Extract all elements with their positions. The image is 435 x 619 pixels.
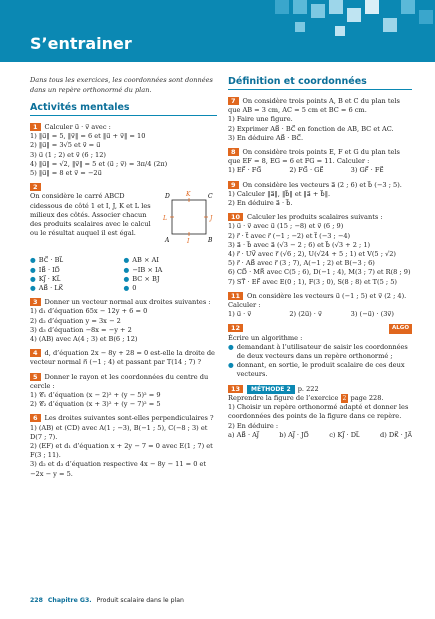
exercise-text: Reprendre la figure de l’exercice [228, 393, 339, 402]
list-item: 2) (2u⃗) · v⃗ [289, 310, 322, 319]
list-item: 3) GF⃗ · FE⃗ [350, 166, 384, 175]
label-i: I [187, 238, 190, 246]
list-item: 2) d₂ d’équation y = 3x − 2 [30, 316, 121, 325]
list-item: 2) En déduire : [228, 421, 279, 430]
exercise-number: 10 [228, 213, 243, 221]
list-item: a) AB⃗ · AJ⃗ [228, 430, 259, 439]
page-title: S’entrainer [30, 34, 132, 53]
list-item: ● 0 [123, 284, 137, 293]
list-item: 1) ‖u⃗‖ = 5, ‖v⃗‖ = 6 et ‖u⃗ + v⃗‖ = 10 [30, 132, 146, 141]
exercise-3 [30, 298, 217, 344]
exercise-number: 12 [228, 324, 243, 332]
exercise-5 [30, 373, 217, 410]
exercise-text: On considère les vecteurs a⃗ (2 ; 6) et b⃗ (−3 ; 5). [242, 180, 402, 189]
right-column [228, 76, 412, 445]
left-column [30, 76, 217, 484]
list-item: 7) ST⃗ · EF⃗ avec E(0 ; 1), F(3 ; 0), S(8 ; 8) et T(5 ; 5) [228, 277, 397, 286]
list-item: c) KJ⃗ · DL⃗ [329, 430, 360, 439]
exercise-text: On considère le carré ABCD cidessous de côté 1 et I, J, K et L les milieux des côtés. Associer chacun des produits scalaires avec le calcul ou le résultat auquel il est égal. [30, 192, 151, 238]
list-item: 2) r⃗ · t⃗ avec r⃗ (−1 ; −2) et t⃗ (−3 ; −4) [228, 231, 351, 240]
list-item: 3) d₂ et d₃ d’équation respective 4x − 8y − 11 = 0 et −2x − y = 5. [30, 460, 207, 478]
list-item: 6) CD⃗ · MR⃗ avec C(5 ; 6), D(−1 ; 4), M(3 ; 7) et R(8 ; 9) [228, 268, 411, 277]
intro-text: Dans tous les exercices, les coordonnées sont données dans un repère orthonormé du plan. [30, 76, 213, 94]
list-item: 2) FG⃗ · GE⃗ [289, 166, 324, 175]
list-item: 1) 𝒞₁ d’équation (x − 2)² + (y − 5)² = 9 [30, 391, 161, 400]
exercise-number: 3 [30, 298, 41, 306]
exercise-12 [228, 324, 412, 379]
list-item: ● AB⃗ · LK⃗ [30, 284, 64, 293]
exercise-text: On considère trois points A, B et C du plan tels que AB = 3 cm, AC = 5 cm et BC = 6 cm. [228, 97, 400, 115]
exercise-text: On considère les vecteurs u⃗ (−1 ; 5) et v⃗ (2 ; 4). Calculer : [228, 291, 407, 310]
list-item: ● BC × BJ [123, 274, 160, 283]
list-item: ● −IB × IA [123, 265, 163, 274]
exercise-8 [228, 148, 412, 176]
list-item: 2) ‖u⃗‖ = 3√5 et v⃗ = u⃗ [30, 141, 101, 150]
exercise-number: 4 [30, 349, 41, 357]
exercise-number: 11 [228, 292, 243, 300]
method-badge[interactable]: MÉTHODE 2 [247, 385, 295, 394]
list-item: 1) d₁ d’équation 65x − 12y + 6 = 0 [30, 307, 148, 316]
label-l: L [163, 215, 167, 223]
list-item: ● KJ⃗ · KL⃗ [30, 274, 61, 283]
decorative-squares [275, 0, 435, 62]
match-list [30, 256, 217, 293]
exercise-text: Les droites suivantes sont-elles perpendiculaires ? [44, 414, 214, 423]
exercise-4 [30, 349, 217, 367]
list-item: 1) Calculer ‖a⃗‖, ‖b⃗‖ et ‖a⃗ + b⃗‖. [228, 189, 331, 198]
list-item: ● IB⃗ · ID⃗ [30, 265, 60, 274]
exercise-text: d, d’équation 2x − 8y + 28 = 0 est-elle la droite de vecteur normal n⃗ (−1 ; 4) et passant par T(14 ; 7) ? [30, 349, 215, 367]
list-item: 5) r⃗ · AB⃗ avec r⃗ (3 ; 7), A(−1 ; 2) et B(−3 ; 6) [228, 259, 375, 268]
algo-badge: ALGO [389, 324, 412, 333]
section-title-activites: Activités mentales [30, 102, 217, 116]
section-title-definition: Définition et coordonnées [228, 76, 412, 90]
page-reference[interactable]: p. 222 [297, 384, 319, 393]
label-a: A [165, 237, 170, 245]
exercise-number: 1 [30, 123, 41, 131]
chapter-label: Chapitre G3. [47, 597, 92, 604]
page-footer [30, 597, 184, 604]
list-item: ● AB × AI [123, 256, 159, 265]
exercise-text: Donner le rayon et les coordonnées du centre du cercle : [30, 372, 209, 390]
exercise-2 [30, 183, 217, 293]
list-item: 3) En déduire AB⃗ · BC⃗. [228, 133, 304, 142]
exercise-number: 8 [228, 148, 239, 156]
page-number: 228 [30, 597, 43, 604]
list-item: 4) r⃗ · UV⃗ avec r⃗ (√6 ; 2), U(√24 + 5 ; 1) et V(5 ; √2) [228, 250, 396, 259]
exercise-7 [228, 97, 412, 143]
exercise-number: 7 [228, 97, 239, 105]
label-k: K [186, 191, 191, 199]
exercise-text: Écrire un algorithme : [228, 333, 303, 342]
exercise-text: On considère trois points E, F et G du plan tels que EF = 8, EG = 6 et FG = 11. Calculer : [228, 148, 400, 166]
chapter-title: Produit scalaire dans le plan [96, 597, 184, 604]
exercise-6 [30, 414, 217, 478]
list-item: 4) (AB) avec A(4 ; 3) et B(6 ; 12) [30, 335, 138, 344]
list-item: 2) Exprimer AB⃗ · BC⃗ en fonction de AB, BC et AC. [228, 124, 394, 133]
exercise-number: 13 [228, 385, 243, 393]
label-c: C [208, 193, 213, 201]
exercise-13 [228, 385, 412, 440]
page-header [0, 0, 435, 62]
list-item: 2) En déduire a⃗ · b⃗. [228, 199, 293, 208]
exercise-number: 5 [30, 373, 41, 381]
list-item: 3) u⃗ (1 ; 2) et v⃗ (6 ; 12) [30, 150, 106, 159]
list-item: 1) Choisir un repère orthonormé adapté et donner les coordonnées des points de la figure dans ce repère. [228, 403, 409, 421]
list-item: ● donnant, en sortie, le produit scalaire de ces deux vecteurs. [228, 361, 405, 379]
list-item: 2) 𝒞₂ d’équation (x + 3)² + (y − 7)² = 5 [30, 400, 161, 409]
exercise-text: Donner un vecteur normal aux droites suivantes : [44, 298, 211, 307]
list-item: 3) a⃗ · b⃗ avec a⃗ (√3 − 2 ; 6) et b⃗ (√3 + 2 ; 1) [228, 240, 371, 249]
list-item: ● BC⃗ · BL⃗ [30, 256, 64, 265]
list-item: 3) d₃ d’équation −8x = −y + 2 [30, 325, 132, 334]
list-item: d) DK⃗ · JA⃗ [380, 430, 412, 439]
list-item: b) AJ⃗ · JD⃗ [279, 430, 309, 439]
exercise-ref-badge[interactable]: 2 [342, 394, 347, 402]
list-item: 1) (AB) et (CD) avec A(1 ; −3), B(−1 ; 5), C(−8 ; 3) et D(7 ; 7). [30, 423, 208, 441]
list-item: 1) Faire une figure. [228, 115, 293, 124]
list-item: 2) (EF) et d₁ d’équation x + 2y − 7 = 0 avec E(1 ; 7) et F(3 ; 11). [30, 442, 213, 460]
label-b: B [208, 237, 213, 245]
list-item: 1) u⃗ · v⃗ [228, 310, 252, 319]
exercise-11 [228, 292, 412, 320]
exercise-number: 2 [30, 183, 41, 191]
exercise-10 [228, 213, 412, 287]
exercise-text: Calculer les produits scalaires suivants : [247, 213, 383, 222]
list-item: 5) ‖u⃗‖ = 8 et v⃗ = −2u⃗ [30, 169, 102, 178]
list-item: 4) ‖u⃗‖ = √2, ‖v⃗‖ = 5 et (u⃗ ; v⃗) = 3π/4 (2π) [30, 159, 168, 168]
exercise-1 [30, 123, 217, 178]
label-j: J [210, 215, 213, 223]
exercise-number: 6 [30, 414, 41, 422]
list-item: ● demandant à l’utilisateur de saisir les coordonnées de deux vecteurs dans un repère orthonormé ; [228, 342, 408, 361]
list-item: 1) u⃗ · v⃗ avec u⃗ (15 ; −8) et v⃗ (6 ; 9) [228, 222, 344, 231]
list-item: 3) (−u⃗) · (3v⃗) [350, 310, 394, 319]
exercise-9 [228, 181, 412, 209]
exercise-number: 9 [228, 181, 239, 189]
label-d: D [165, 193, 170, 201]
list-item: 1) EF⃗ · FG⃗ [228, 166, 262, 175]
square-figure [162, 190, 218, 246]
exercise-text: Calculer u⃗ · v⃗ avec : [44, 123, 111, 131]
exercise-text: page 228. [350, 393, 384, 402]
